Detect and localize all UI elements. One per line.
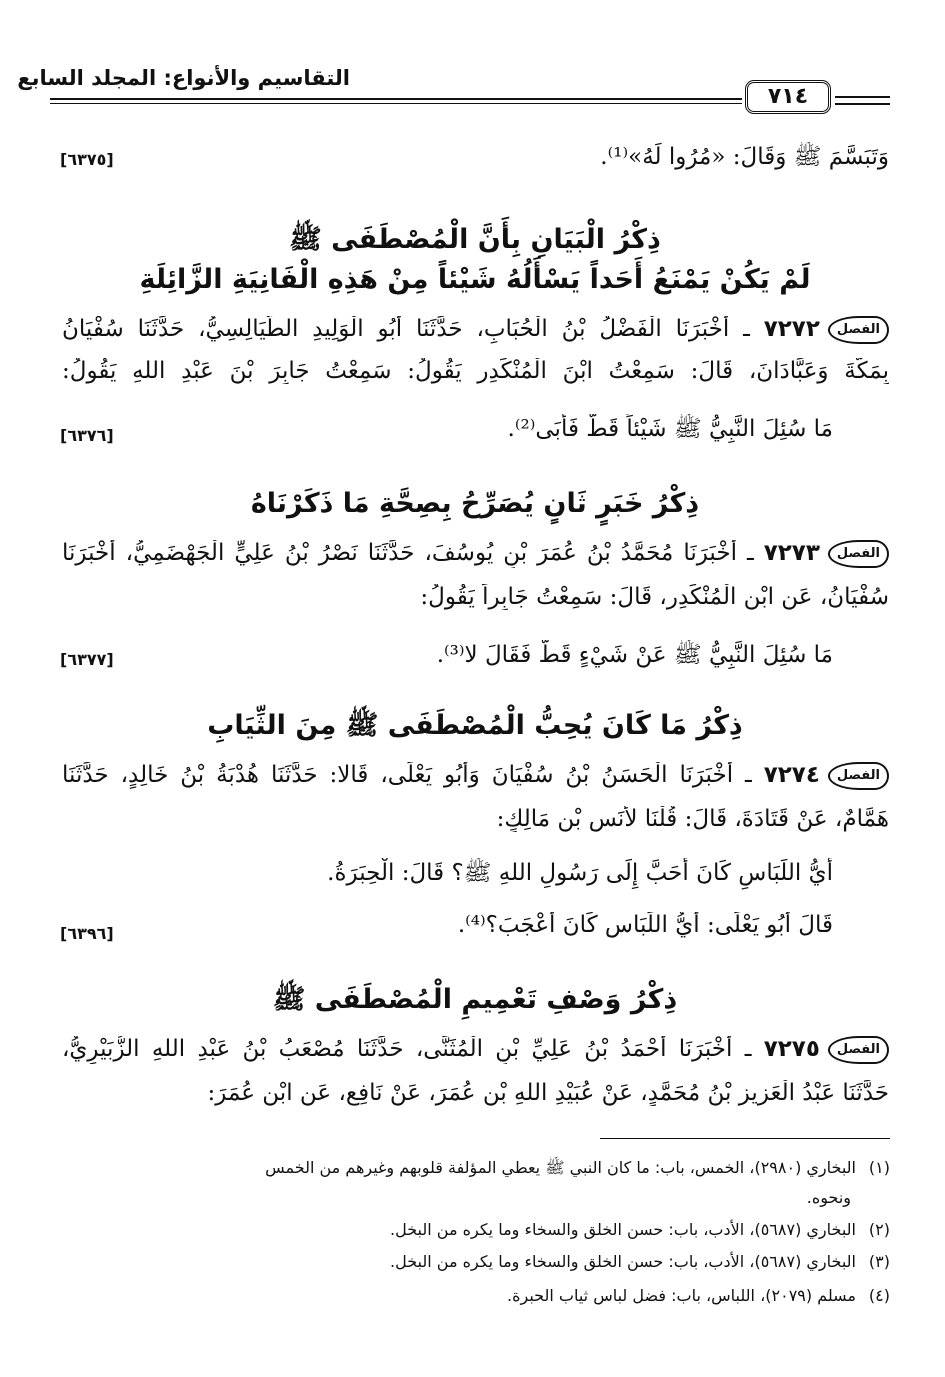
section-1-heading-line-2: لَمْ يَكُنْ يَمْنَعُ أَحَداً يَسْأَلُهُ شَيْئاً مِنْ هَذِهِ الْفَانِيَةِ الزَّائِلَةِ xyxy=(139,264,811,295)
footnote-3 xyxy=(60,1252,890,1271)
hadith-badge: الفصل xyxy=(828,540,889,568)
section-1-ref: [٦٣٧٦] xyxy=(60,426,114,445)
running-header-title: التقاسيم والأنواع: المجلد السابع xyxy=(17,66,350,90)
footnote-text: البخاري (٥٦٨٧)، الأدب، باب: حسن الخلق والسخاء وما يكره من البخل. xyxy=(390,1220,856,1239)
section-1-line-1: الفصل٧٢٧٢ ـ أَخْبَرَنَا الْفَضْلُ بْنُ الْحُبَابِ، حَدَّثَنَا أَبُو الْوَلِيدِ الطَّيَالِسِيُّ، حَدَّثَنَا سُفْيَانُ xyxy=(62,316,889,344)
footnote-text: مسلم (٢٠٧٩)، اللباس، باب: فضل لباس ثياب الحبرة. xyxy=(507,1286,856,1305)
footnote-number: (٤) xyxy=(868,1286,890,1305)
hadith-badge: الفصل xyxy=(828,316,889,344)
hadith-text: أَخْبَرَنَا مُحَمَّدُ بْنُ عُمَرَ بْنِ يُوسُفَ، حَدَّثَنَا نَصْرُ بْنُ عَلِيٍّ الْجَهْضَمِيُّ، أَخْبَرَنَا xyxy=(62,540,737,566)
intro-ref: [٦٣٧٥] xyxy=(60,150,114,169)
hadith-number: ٧٢٧٥ xyxy=(763,1036,820,1062)
footnote-number: (١) xyxy=(868,1158,890,1177)
footnote-text: البخاري (٥٦٨٧)، الأدب، باب: حسن الخلق والسخاء وما يكره من البخل. xyxy=(390,1252,856,1271)
section-3-line-1: الفصل٧٢٧٤ ـ أَخْبَرَنَا الْحَسَنُ بْنُ سُفْيَانَ وَأَبُو يَعْلَى، قَالا: حَدَّثَنَا هُدْبَةُ بْنُ خَالِدٍ، حَدَّثَنَا xyxy=(62,762,889,790)
hadith-text: أَخْبَرَنَا الْفَضْلُ بْنُ الْحُبَابِ، حَدَّثَنَا أَبُو الْوَلِيدِ الطَّيَالِسِيُّ، حَدَّثَنَا سُفْيَانُ xyxy=(62,316,730,342)
intro-text: وَتَبَسَّمَ ﷺ وَقَالَ: «مُرُوا لَهُ»⁽¹⁾. xyxy=(600,144,889,170)
header-rule-left-thin xyxy=(50,103,742,104)
section-2-line-2: سُفْيَانُ، عَنِ ابْنِ الْمُنْكَدِرِ، قَالَ: سَمِعْتُ جَابِراً يَقُولُ: xyxy=(420,584,889,610)
section-3-heading: ذِكْرُ مَا كَانَ يُحِبُّ الْمُصْطَفَى ﷺ مِنَ الثِّيَابِ xyxy=(207,710,743,741)
section-2-line-3: مَا سُئِلَ النَّبِيُّ ﷺ عَنْ شَيْءٍ قَطُّ فَقَالَ لا⁽³⁾. xyxy=(436,642,833,668)
footnote-1 xyxy=(60,1158,890,1181)
hadith-badge: الفصل xyxy=(828,1036,889,1064)
section-2-line-1: الفصل٧٢٧٣ ـ أَخْبَرَنَا مُحَمَّدُ بْنُ عُمَرَ بْنِ يُوسُفَ، حَدَّثَنَا نَصْرُ بْنُ عَلِيٍّ الْجَهْضَمِيُّ، أَخْبَرَنَا xyxy=(62,540,889,568)
footnote-4 xyxy=(60,1286,890,1305)
header-rule-left xyxy=(50,98,742,100)
hadith-badge: الفصل xyxy=(828,762,889,790)
footnote-1-continued: ونحوه. xyxy=(806,1188,851,1207)
section-1-line-2: بِمَكَّةَ وَعَبَّادَانَ، قَالَ: سَمِعْتُ ابْنَ الْمُنْكَدِرِ يَقُولُ: سَمِعْتُ جَابِرَ بْنَ عَبْدِ اللهِ يَقُولُ: xyxy=(62,358,889,384)
page-number: ٧١٤ xyxy=(745,80,831,114)
intro-line xyxy=(62,142,889,176)
section-3-line-2: هَمَّامٌ، عَنْ قَتَادَةَ، قَالَ: قُلْنَا لأَنَسِ بْنِ مَالِكٍ: xyxy=(496,806,889,832)
section-2-ref: [٦٣٧٧] xyxy=(60,650,114,669)
section-3-ref: [٦٣٩٦] xyxy=(60,924,114,943)
hadith-number: ٧٢٧٢ xyxy=(763,316,820,342)
section-3-line-4: قَالَ أَبُو يَعْلَى: أَيُّ اللِّبَاسِ كَانَ أَعْجَبَ؟⁽⁴⁾. xyxy=(457,912,833,938)
header-rule-right-2 xyxy=(835,103,890,105)
footnote-number: (٢) xyxy=(868,1220,890,1239)
hadith-text: أَخْبَرَنَا الْحَسَنُ بْنُ سُفْيَانَ وَأَبُو يَعْلَى، قَالا: حَدَّثَنَا هُدْبَةُ بْنُ خَالِدٍ، حَدَّثَنَا xyxy=(62,762,734,788)
hadith-number: ٧٢٧٤ xyxy=(763,762,820,788)
footnote-text: البخاري (٢٩٨٠)، الخمس، باب: ما كان النبي ﷺ يعطي المؤلفة قلوبهم وغيرهم من الخمس xyxy=(265,1158,856,1177)
section-4-line-2: حَدَّثَنَا عَبْدُ الْعَزِيزِ بْنُ مُحَمَّدٍ، عَنْ عُبَيْدِ اللهِ بْنِ عُمَرَ، عَنْ نَافِعٍ، عَنِ ابْنِ عُمَرَ: xyxy=(207,1080,889,1106)
hadith-number: ٧٢٧٣ xyxy=(763,540,820,566)
section-4-line-1: الفصل٧٢٧٥ ـ أَخْبَرَنَا أَحْمَدُ بْنُ عَلِيِّ بْنِ الْمُثَنَّى، حَدَّثَنَا مُصْعَبُ بْنُ عَبْدِ اللهِ الزُّبَيْرِيُّ، xyxy=(62,1036,889,1064)
hadith-text: أَخْبَرَنَا أَحْمَدُ بْنُ عَلِيِّ بْنِ الْمُثَنَّى، حَدَّثَنَا مُصْعَبُ بْنُ عَبْدِ اللهِ الزُّبَيْرِيُّ، xyxy=(62,1036,733,1062)
section-1-heading-line-1: ذِكْرُ الْبَيَانِ بِأَنَّ الْمُصْطَفَى ﷺ xyxy=(289,224,661,255)
footnote-rule xyxy=(600,1138,890,1139)
section-4-heading: ذِكْرُ وَصْفِ تَعْمِيمِ الْمُصْطَفَى ﷺ xyxy=(272,984,678,1015)
section-1-line-3: مَا سُئِلَ النَّبِيُّ ﷺ شَيْئاً قَطُّ فَأَبَى⁽²⁾. xyxy=(507,416,833,442)
section-2-heading: ذِكْرُ خَبَرٍ ثَانٍ يُصَرِّحُ بِصِحَّةِ مَا ذَكَرْنَاهُ xyxy=(250,488,700,519)
footnote-number: (٣) xyxy=(868,1252,890,1271)
footnote-2 xyxy=(60,1220,890,1239)
section-3-line-3: أَيُّ اللِّبَاسِ كَانَ أَحَبَّ إِلَى رَسُولِ اللهِ ﷺ؟ قَالَ: الْحِبَرَةُ. xyxy=(327,860,833,886)
header-rule-right xyxy=(835,96,890,98)
